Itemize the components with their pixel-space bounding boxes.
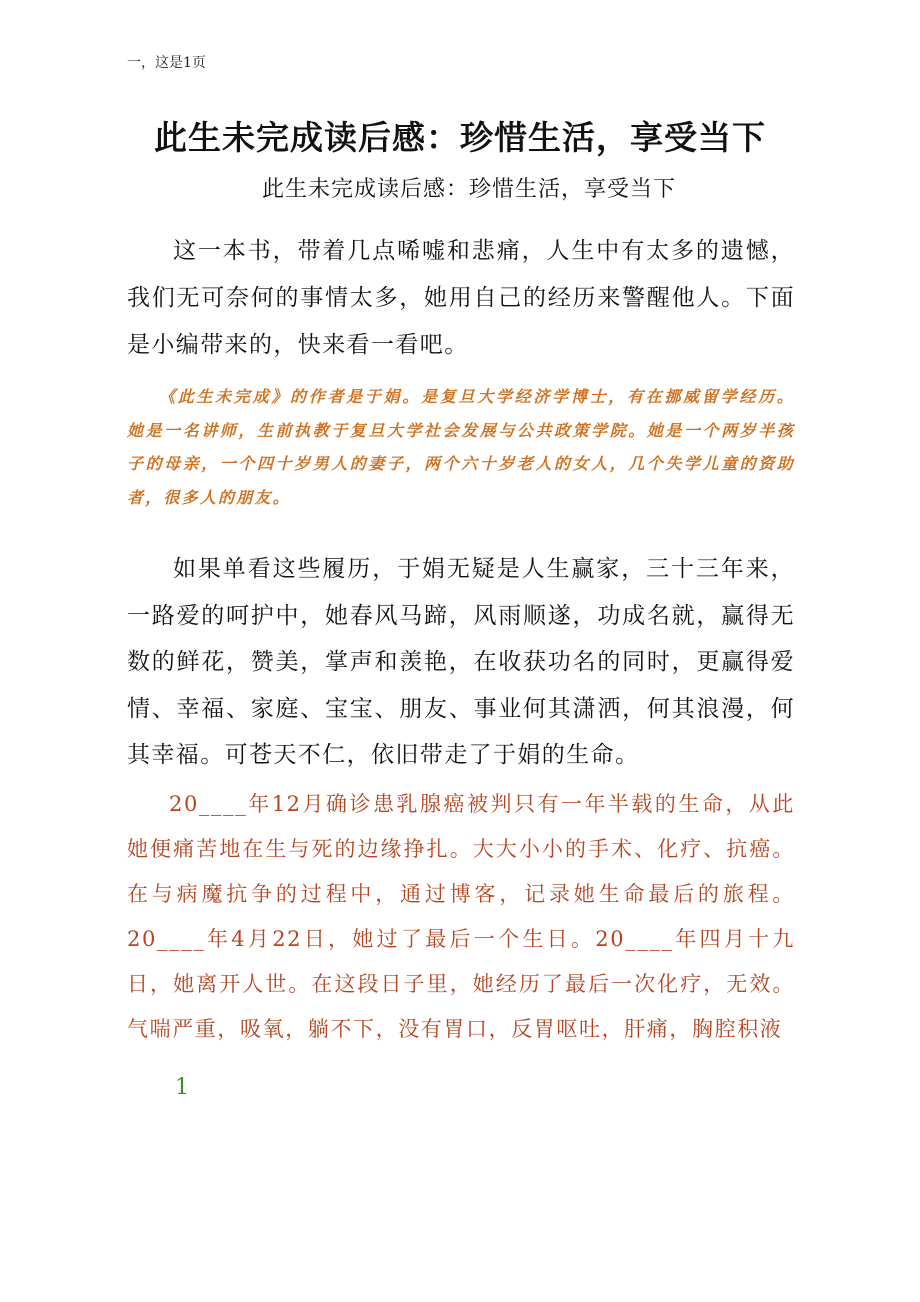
header-note: 一，这是1页 bbox=[127, 55, 206, 71]
page-subtitle: 此生未完成读后感：珍惜生活，享受当下 bbox=[262, 177, 677, 202]
body-paragraph-red: 20____年12月确诊患乳腺癌被判只有一年半载的生命，从此她便痛苦地在生与死的边缘挣扎。大大小小的手术、化疗、抗癌。在与病魔抗争的过程中，通过博客，记录她生命最后的旅程。20____年4月22日，她过了最后一个生日。20____年四月十九日，她离开人世。在这段日子里，她经历了最后一次化疗，无效。气喘严重，吸氧，躺不下，没有胃口，反胃呕吐，肝痛，胸腔积液 bbox=[127, 792, 795, 1041]
body-paragraph-black: 如果单看这些履历，于娟无疑是人生赢家，三十三年来，一路爱的呵护中，她春风马蹄，风雨顺遂，功成名就，赢得无数的鲜花，赞美，掌声和羡艳，在收获功名的同时，更赢得爱情、幸福、家庭、宝宝、朋友、事业何其潇洒，何其浪漫，何其幸福。可苍天不仁，依旧带走了于娟的生命。 bbox=[127, 556, 795, 768]
intro-paragraph: 这一本书，带着几点唏嘘和悲痛，人生中有太多的遗憾，我们无可奈何的事情太多，她用自己的经历来警醒他人。下面是小编带来的，快来看一看吧。 bbox=[127, 238, 795, 358]
page-number: 1 bbox=[175, 1075, 189, 1100]
quote-paragraph: 《此生未完成》的作者是于娟。是复旦大学经济学博士，有在挪威留学经历。她是一名讲师，生前执教于复旦大学社会发展与公共政策学院。她是一个两岁半孩子的母亲，一个四十岁男人的妻子，两个六十岁老人的女人，几个失学儿童的资助者，很多人的朋友。 bbox=[127, 387, 795, 507]
page-title: 此生未完成读后感：珍惜生活，享受当下 bbox=[154, 118, 766, 157]
